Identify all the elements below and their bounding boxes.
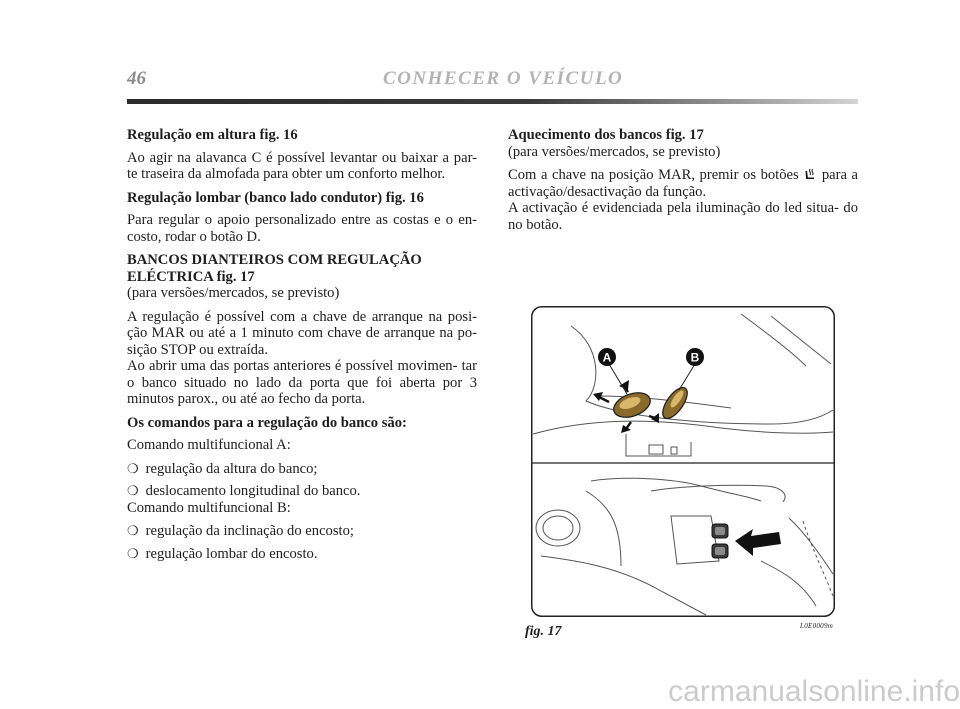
section-title-controls: Os comandos para a regulação do banco são: — [127, 414, 407, 431]
watermark: carmanualsonline.info — [668, 675, 960, 708]
note-versions-markets: (para versões/mercados, se previsto) — [127, 285, 340, 301]
figure-17 — [531, 306, 835, 617]
list-item-text: regulação lombar do encosto. — [145, 545, 318, 562]
paragraph-height-adjust: Ao agir na alavanca C é possível levantar ou baixar a par- te traseira da almofada para obter um conforto melhor. — [127, 149, 477, 182]
control-b-label: Comando multifuncional B: — [127, 499, 291, 516]
paragraph-lumbar-adjust: Para regular o apoio personalizado entre as costas e o en- costo, rodar o botão D. — [127, 212, 477, 245]
control-a-label: Comando multifuncional A: — [127, 437, 291, 453]
paragraph-electric-doors: Ao abrir uma das portas anteriores é possível movimen- tar o banco situado no lado da porta que foi aberta por 3 minutos parox., ou até ao fecho da porta. — [127, 358, 477, 407]
header-rule — [127, 99, 858, 104]
seat-heating-icon — [803, 167, 817, 181]
bullet-icon: ❍ — [127, 483, 139, 498]
svg-text:B: B — [690, 350, 700, 365]
figure-code: L0E0009m — [800, 622, 834, 630]
bullet-icon: ❍ — [127, 523, 139, 538]
list-item — [127, 523, 477, 540]
paragraph-seat-heating — [508, 167, 858, 200]
label-a — [598, 348, 616, 366]
seat-heating-text-after: para a activação/desactivação da função. — [508, 167, 858, 200]
section-title-seat-heating: Aquecimento dos bancos fig. 17 — [508, 127, 704, 143]
figure-caption: fig. 17 — [525, 624, 562, 639]
list-item-text: regulação da altura do banco; — [145, 460, 318, 477]
page-number: 46 — [127, 68, 146, 89]
left-column — [127, 127, 477, 568]
note-versions-markets: (para versões/mercados, se previsto) — [508, 143, 721, 160]
bullet-icon: ❍ — [127, 545, 139, 561]
seat-heating-text-before: Com a chave na posição MAR, premir os botões — [508, 167, 799, 183]
right-column — [508, 127, 858, 240]
section-title-electric-seats-line2: ELÉCTRICA fig. 17 — [127, 268, 255, 285]
list-item-text: regulação da inclinação do encosto; — [145, 523, 354, 539]
section-title-height-adjust: Regulação em altura fig. 16 — [127, 127, 298, 143]
bullet-icon: ❍ — [127, 460, 139, 476]
list-item — [127, 546, 477, 563]
header-title: CONHECER O VEÍCULO — [383, 68, 624, 89]
svg-text:A: A — [602, 350, 612, 365]
section-title-lumbar-adjust: Regulação lombar (banco lado condutor) fig. 16 — [127, 189, 424, 206]
section-title-electric-seats — [127, 252, 477, 285]
paragraph-electric-key: A regulação é possível com a chave de arranque na posi- ção MAR ou até a 1 minuto com chave de arranque na po- sição STOP ou extraída. — [127, 308, 477, 358]
label-b — [686, 348, 704, 366]
list-item — [127, 483, 477, 500]
paragraph-led: A activação é evidenciada pela iluminação do led situa- do no botão. — [508, 200, 858, 233]
list-item-text: deslocamento longitudinal do banco. — [145, 483, 361, 499]
list-item — [127, 461, 477, 478]
section-title-electric-seats-line1: BANCOS DIANTEIROS COM REGULAÇÃO — [127, 252, 422, 268]
